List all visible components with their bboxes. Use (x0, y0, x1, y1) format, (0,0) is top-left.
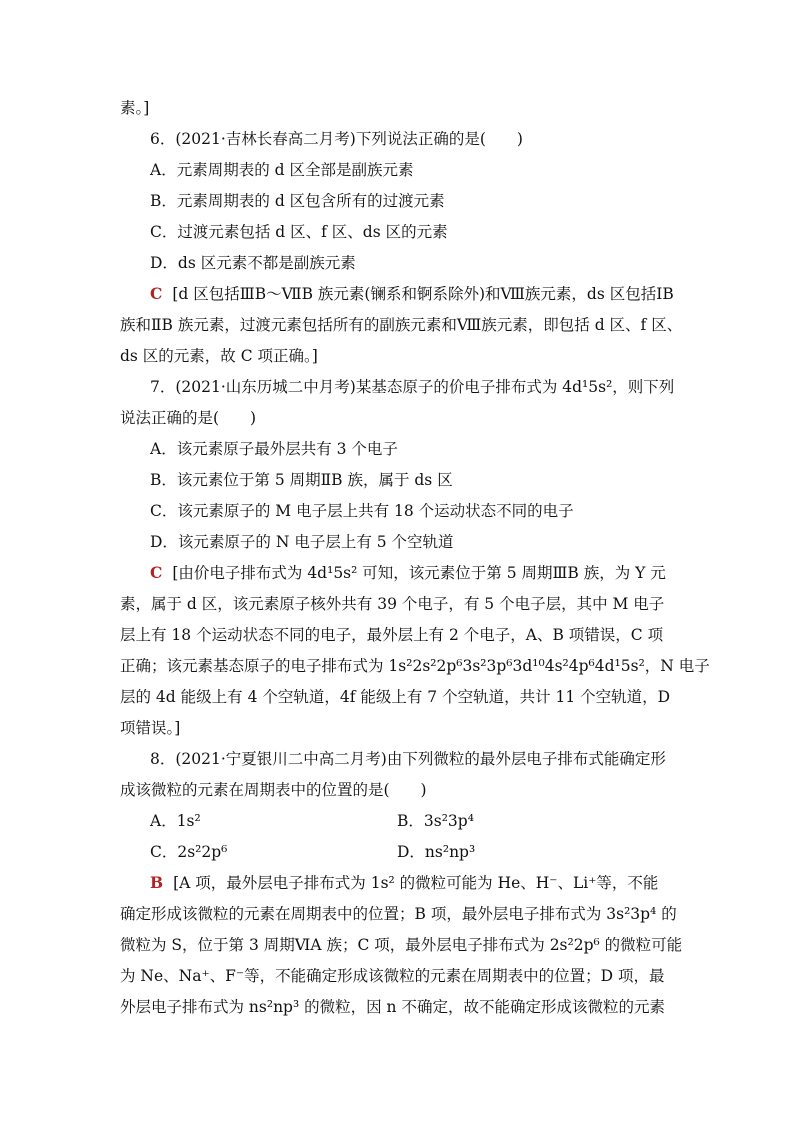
explanation-text: 微粒为 S，位于第 3 周期ⅥA 族；C 项，最外层电子排布式为 2s²2p⁶ 的微粒可能 (120, 936, 683, 954)
question-6-explanation (150, 283, 674, 305)
explanation-text: 素，属于 d 区，该元素原子核外共有 39 个电子，有 5 个电子层，其中 M 电子 (120, 595, 665, 613)
explanation-text: [A 项，最外层电子排布式为 1s² 的微粒可能为 He、H⁻、Li⁺等，不能 (173, 874, 659, 892)
explanation-text: 确定形成该微粒的元素在周期表中的位置；B 项，最外层电子排布式为 3s²3p⁴ 的 (120, 905, 677, 923)
explanation-text: 项错误。] (120, 719, 181, 737)
explanation-text: 外层电子排布式为 ns²np³ 的微粒，因 n 不确定，故不能确定形成该微粒的元素 (120, 998, 665, 1016)
question-7-option-a: A．该元素原子最外层共有 3 个电子 (150, 440, 398, 458)
explanation-text: 正确；该元素基态原子的电子排布式为 1s²2s²2p⁶3s²3p⁶3d¹⁰4s²4p⁶4d¹5s²，N 电子 (120, 657, 710, 675)
text-line: 素。] (120, 99, 150, 117)
question-7-explanation (150, 562, 666, 584)
question-8-stem-cont: 成该微粒的元素在周期表中的位置的是( ) (120, 781, 427, 799)
question-8-option-b: B．3s²3p⁴ (397, 812, 474, 830)
explanation-text: [由价电子排布式为 4d¹5s² 可知，该元素位于第 5 周期ⅢB 族，为 Y 元 (172, 564, 666, 582)
question-6-option-a: A．元素周期表的 d 区全部是副族元素 (150, 161, 414, 179)
question-8-option-d: D．ns²np³ (397, 843, 476, 861)
question-8-option-a: A．1s² (150, 812, 201, 830)
question-6-answer: C (150, 284, 163, 303)
question-7-option-c: C．该元素原子的 M 电子层上共有 18 个运动状态不同的电子 (150, 502, 574, 520)
explanation-text: 为 Ne、Na⁺、F⁻等，不能确定形成该微粒的元素在周期表中的位置；D 项，最 (120, 967, 665, 985)
question-7-stem-cont: 说法正确的是( ) (120, 409, 257, 427)
explanation-text: 族和ⅡB 族元素，过渡元素包括所有的副族元素和Ⅷ族元素，即包括 d 区、f 区、 (120, 316, 683, 334)
explanation-text: 层的 4d 能级上有 4 个空轨道，4f 能级上有 7 个空轨道，共计 11 个空轨道，D (120, 688, 671, 706)
question-8-explanation (150, 872, 658, 894)
question-7-option-b: B．该元素位于第 5 周期ⅡB 族，属于 ds 区 (150, 471, 453, 489)
question-6-option-b: B．元素周期表的 d 区包含所有的过渡元素 (150, 192, 445, 210)
question-7-option-d: D．该元素原子的 N 电子层上有 5 个空轨道 (150, 533, 454, 551)
question-7-answer: C (150, 563, 163, 582)
explanation-text: ds 区的元素，故 C 项正确。] (120, 347, 318, 365)
question-8-answer: B (150, 873, 164, 892)
question-6-option-d: D．ds 区元素不都是副族元素 (150, 254, 356, 272)
question-6-option-c: C．过渡元素包括 d 区、f 区、ds 区的元素 (150, 223, 448, 241)
question-8-option-c: C．2s²2p⁶ (150, 843, 228, 861)
explanation-text: [d 区包括ⅢB～ⅦB 族元素(镧系和锕系除外)和Ⅷ族元素，ds 区包括ⅠB (172, 285, 674, 303)
question-6-stem: 6．(2021·吉林长春高二月考)下列说法正确的是( ) (150, 130, 523, 148)
question-8-stem: 8．(2021·宁夏银川二中高二月考)由下列微粒的最外层电子排布式能确定形 (150, 750, 666, 768)
question-7-stem: 7．(2021·山东历城二中月考)某基态原子的价电子排布式为 4d¹5s²，则下列 (150, 378, 675, 396)
explanation-text: 层上有 18 个运动状态不同的电子，最外层上有 2 个电子，A、B 项错误，C 项 (120, 626, 664, 644)
